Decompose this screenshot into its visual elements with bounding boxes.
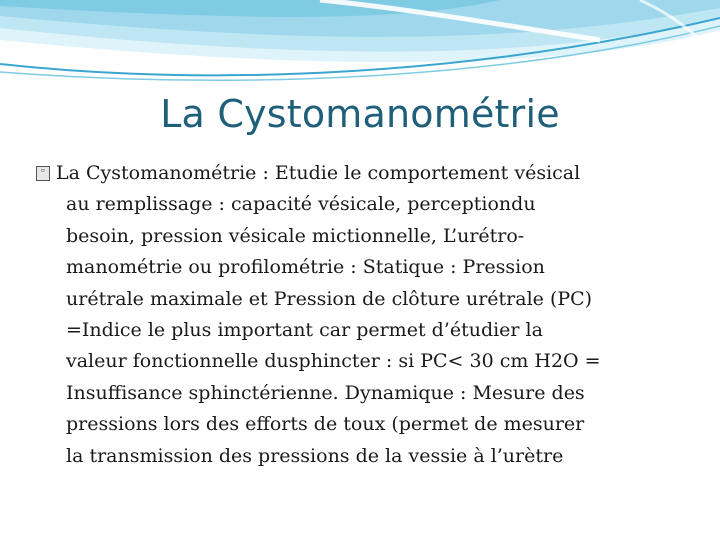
bullet-line: urétrale maximale et Pression de clôture urétrale (PC) [66, 287, 593, 310]
bullet-line: manométrie ou profilométrie : Statique : Pression [66, 256, 545, 279]
bullet-line: valeur fonctionnelle dusphincter : si PC< 30 cm H2O = [66, 350, 601, 373]
bullet-line: la transmission des pressions de la vessie à l’urètre [66, 444, 564, 467]
slide-title: La Cystomanométrie [160, 92, 560, 136]
slide-body [36, 158, 686, 472]
bullet-line: pressions lors des efforts de toux (permet de mesurer [66, 413, 585, 436]
bullet-line: =Indice le plus important car permet d’étudier la [66, 319, 543, 342]
bullet-line: La Cystomanométrie : Etudie le comportement vésical [56, 162, 581, 184]
bullet-line: besoin, pression vésicale mictionnelle, L’urétro- [66, 224, 525, 247]
header-wave-decoration [0, 0, 720, 90]
bullet-paragraph [36, 158, 686, 472]
missing-glyph-box-icon: ▫ [36, 166, 50, 181]
bullet-line: au remplissage : capacité vésicale, perceptiondu [66, 193, 536, 216]
bullet-line: Insuffisance sphinctérienne. Dynamique : Mesure des [66, 381, 585, 404]
